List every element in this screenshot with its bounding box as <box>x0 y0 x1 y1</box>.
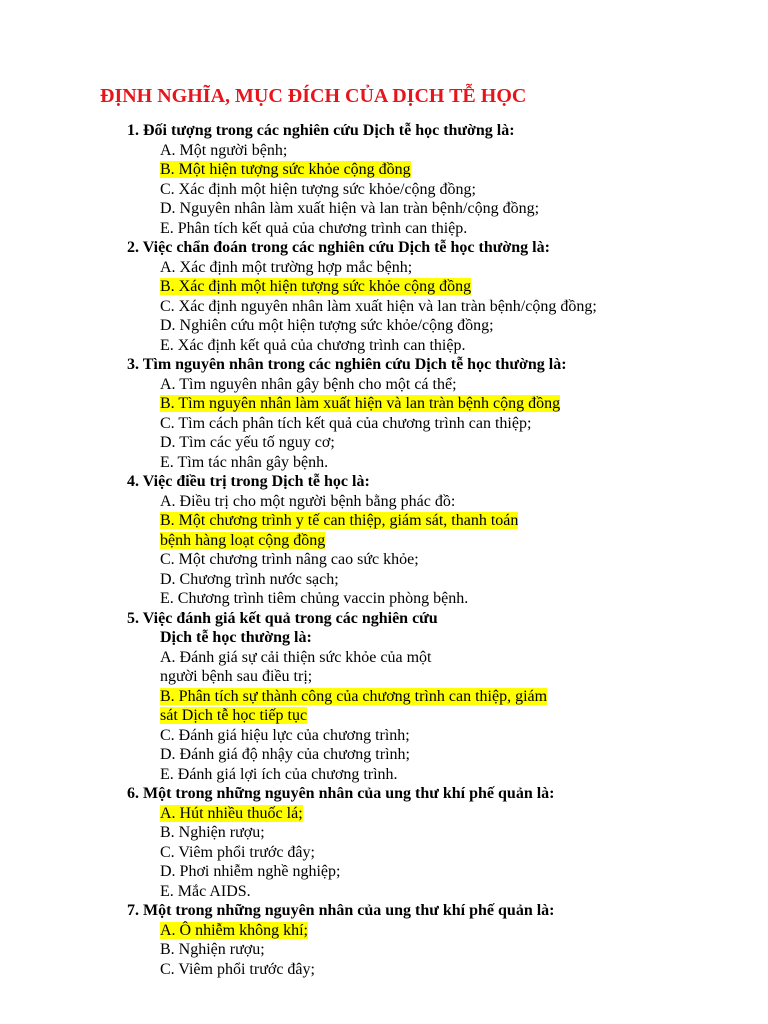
question-heading <box>0 609 768 629</box>
answer-text: A. Xác định một trường hợp mắc bệnh; <box>160 258 413 276</box>
highlighted-answer-text: A. Hút nhiều thuốc lá; <box>160 804 303 822</box>
answer-text: D. Phơi nhiễm nghề nghiệp; <box>160 863 341 880</box>
page-title: ĐỊNH NGHĨA, MỤC ĐÍCH CỦA DỊCH TỄ HỌC <box>100 85 527 107</box>
answer-option <box>0 492 768 512</box>
highlighted-answer-text: B. Một chương trình y tế can thiệp, giám sát, thanh toán <box>160 512 519 529</box>
answer-option <box>0 297 768 317</box>
answer-option <box>0 706 768 726</box>
answer-text: E. Phân tích kết quả của chương trình can thiệp. <box>160 219 468 237</box>
answer-option <box>0 219 768 239</box>
highlighted-answer-text: sát Dịch tễ học tiếp tục <box>160 707 308 724</box>
question-heading <box>0 784 768 804</box>
answer-option <box>0 726 768 746</box>
answer-option <box>0 394 768 414</box>
question-block <box>0 472 768 609</box>
answer-option <box>0 648 768 668</box>
answer-text: C. Tìm cách phân tích kết quả của chương trình can thiệp; <box>160 414 532 432</box>
highlighted-answer-text: A. Ô nhiễm không khí; <box>160 921 308 939</box>
question-heading-text: 5. Việc đánh giá kết quả trong các nghiên cứu <box>127 609 438 627</box>
question-block <box>0 901 768 979</box>
answer-text: E. Tìm tác nhân gây bệnh. <box>160 453 329 471</box>
answer-option <box>0 823 768 843</box>
question-heading-text: Dịch tễ học thường là: <box>160 629 312 646</box>
answer-text: E. Chương trình tiêm chủng vaccin phòng bệnh. <box>160 590 469 607</box>
answer-option <box>0 316 768 336</box>
highlighted-answer-text: B. Xác định một hiện tượng sức khỏe cộng đồng <box>160 278 472 295</box>
question-block <box>0 784 768 901</box>
question-heading <box>0 238 768 258</box>
answer-option <box>0 141 768 161</box>
answer-text: C. Viêm phổi trước đây; <box>160 960 315 978</box>
answer-option <box>0 433 768 453</box>
answer-text: A. Điều trị cho một người bệnh bằng phác đồ: <box>160 492 456 510</box>
answer-text: D. Tìm các yếu tố nguy cơ; <box>160 434 335 451</box>
question-heading-text: 3. Tìm nguyên nhân trong các nghiên cứu Dịch tễ học thường là: <box>127 356 567 373</box>
question-heading-text: 4. Việc điều trị trong Dịch tễ học là: <box>127 473 370 490</box>
answer-text: E. Đánh giá lợi ích của chương trình. <box>160 765 398 783</box>
answer-option <box>0 414 768 434</box>
answer-option <box>0 453 768 473</box>
answer-option <box>0 687 768 707</box>
question-block <box>0 238 768 355</box>
answer-text: C. Đánh giá hiệu lực của chương trình; <box>160 726 410 744</box>
answer-text: C. Xác định nguyên nhân làm xuất hiện và lan tràn bệnh/cộng đồng; <box>160 297 597 315</box>
question-heading-text: 2. Việc chẩn đoán trong các nghiên cứu Dịch tễ học thường là: <box>127 239 550 256</box>
answer-option <box>0 667 768 687</box>
answer-option <box>0 804 768 824</box>
question-block <box>0 355 768 472</box>
answer-option <box>0 882 768 902</box>
question-heading <box>0 121 768 141</box>
answer-text: A. Tìm nguyên nhân gây bệnh cho một cá thể; <box>160 375 457 393</box>
answer-option <box>0 550 768 570</box>
question-block <box>0 609 768 785</box>
question-heading <box>0 355 768 375</box>
answer-text: D. Nguyên nhân làm xuất hiện và lan tràn bệnh/cộng đồng; <box>160 200 540 217</box>
answer-option <box>0 940 768 960</box>
answer-option <box>0 336 768 356</box>
answer-option <box>0 589 768 609</box>
answer-option <box>0 511 768 531</box>
answer-option <box>0 921 768 941</box>
question-block <box>0 121 768 238</box>
answer-text: A. Một người bệnh; <box>160 141 288 159</box>
highlighted-answer-text: B. Tìm nguyên nhân làm xuất hiện và lan tràn bệnh cộng đồng <box>160 395 561 412</box>
highlighted-answer-text: bệnh hàng loạt cộng đồng <box>160 531 326 549</box>
answer-text: B. Nghiện rượu; <box>160 824 265 841</box>
answer-text: người bệnh sau điều trị; <box>160 668 313 685</box>
answer-option <box>0 862 768 882</box>
answer-option <box>0 745 768 765</box>
answer-option <box>0 765 768 785</box>
answer-option <box>0 160 768 180</box>
answer-text: C. Một chương trình nâng cao sức khỏe; <box>160 551 419 568</box>
question-heading-text: 7. Một trong những nguyên nhân của ung thư khí phế quản là: <box>127 902 555 919</box>
answer-text: D. Đánh giá độ nhậy của chương trình; <box>160 746 410 763</box>
question-heading-text: 6. Một trong những nguyên nhân của ung thư khí phế quản là: <box>127 785 555 802</box>
answer-text: E. Xác định kết quả của chương trình can thiệp. <box>160 336 466 354</box>
answer-option <box>0 531 768 551</box>
answer-text: D. Chương trình nước sạch; <box>160 570 339 588</box>
answer-text: B. Nghiện rượu; <box>160 941 265 958</box>
highlighted-answer-text: B. Một hiện tượng sức khỏe cộng đồng <box>160 161 411 178</box>
answer-text: E. Mắc AIDS. <box>160 882 251 900</box>
answer-option <box>0 960 768 980</box>
question-heading <box>0 628 768 648</box>
answer-text: A. Đánh giá sự cải thiện sức khỏe của một <box>160 648 432 666</box>
highlighted-answer-text: B. Phân tích sự thành công của chương trình can thiệp, giám <box>160 687 548 705</box>
answer-text: D. Nghiên cứu một hiện tượng sức khỏe/cộng đồng; <box>160 317 494 334</box>
answer-option <box>0 277 768 297</box>
question-heading <box>0 901 768 921</box>
answer-option <box>0 180 768 200</box>
question-heading <box>0 472 768 492</box>
answer-option <box>0 843 768 863</box>
answer-option <box>0 570 768 590</box>
answer-text: C. Viêm phổi trước đây; <box>160 843 315 861</box>
answer-option <box>0 199 768 219</box>
answer-text: C. Xác định một hiện tượng sức khỏe/cộng đồng; <box>160 180 476 198</box>
question-list <box>0 121 768 979</box>
question-heading-text: 1. Đối tượng trong các nghiên cứu Dịch tễ học thường là: <box>127 122 515 139</box>
answer-option <box>0 258 768 278</box>
answer-option <box>0 375 768 395</box>
